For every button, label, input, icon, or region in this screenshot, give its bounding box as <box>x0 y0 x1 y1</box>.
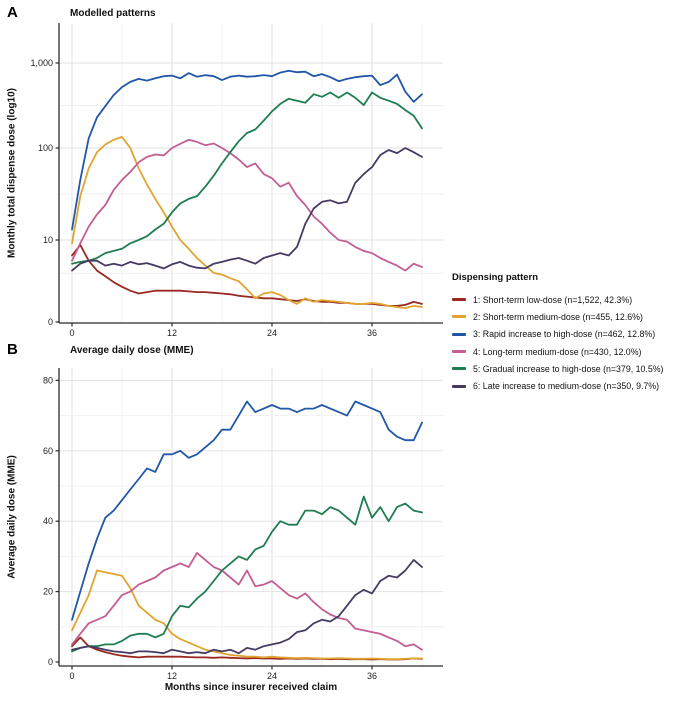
legend-swatch-pattern-3 <box>452 333 466 336</box>
panel-b-y-axis-label: Average daily dose (MME) <box>6 455 18 579</box>
x-tick-label: 36 <box>366 671 377 681</box>
legend-title: Dispensing pattern <box>452 272 539 283</box>
panel-b-line-pattern-4 <box>72 553 422 650</box>
x-tick-label: 0 <box>69 328 75 338</box>
legend-item-5 <box>450 360 698 377</box>
x-axis-label: Months since insurer received claim <box>164 682 338 693</box>
legend-label: 1: Short-term low-dose (n=1,522, 42.3%) <box>473 294 633 305</box>
legend-label: 5: Gradual increase to high-dose (n=379, 10.5%) <box>473 363 664 374</box>
y-tick-label: 40 <box>42 516 53 527</box>
panel-a-plot <box>30 23 443 338</box>
panel-a-y-axis-label: Monthly total dispense dose (log10) <box>6 87 18 259</box>
panel-b-line-pattern-5 <box>72 497 422 652</box>
legend-item-6 <box>450 377 698 394</box>
x-tick-label: 36 <box>366 328 377 338</box>
panel-a-title: Modelled patterns <box>70 8 156 19</box>
legend-label: 6: Late increase to medium-dose (n=350, 9.7%) <box>473 381 660 392</box>
y-tick-label: 60 <box>42 445 53 456</box>
panel-a-letter: A <box>7 4 18 21</box>
x-tick-label: 24 <box>266 671 277 681</box>
legend-item-1 <box>450 291 698 308</box>
panel-a-line-pattern-4 <box>72 140 422 271</box>
legend-item-2 <box>450 308 698 325</box>
y-tick-label: 100 <box>37 143 53 153</box>
legend-label: 3: Rapid increase to high-dose (n=462, 12.8%) <box>473 329 656 340</box>
y-tick-label: 1,000 <box>30 58 53 68</box>
legend-swatch-pattern-4 <box>452 350 466 353</box>
y-tick-label: 0 <box>47 657 53 667</box>
legend-swatch-pattern-5 <box>452 367 466 370</box>
legend-item-3 <box>450 326 698 343</box>
legend-swatch-pattern-2 <box>452 315 466 318</box>
x-tick-label: 12 <box>166 328 178 338</box>
panel-b-plot <box>43 368 443 681</box>
legend-item-4 <box>450 343 698 360</box>
legend <box>450 272 698 395</box>
x-tick-label: 24 <box>266 328 277 338</box>
y-tick-label: 0 <box>47 317 53 327</box>
y-tick-label: 20 <box>42 586 53 597</box>
legend-label: 4: Long-term medium-dose (n=430, 12.0%) <box>473 346 642 357</box>
panel-b-title: Average daily dose (MME) <box>70 345 194 356</box>
legend-swatch-pattern-1 <box>452 298 466 301</box>
panel-a-line-pattern-1 <box>72 245 422 306</box>
legend-swatch-pattern-6 <box>452 385 466 388</box>
panel-b-line-pattern-2 <box>72 571 422 660</box>
legend-label: 2: Short-term medium-dose (n=455, 12.6%) <box>473 311 643 322</box>
y-tick-label: 80 <box>42 375 53 386</box>
panel-b-letter: B <box>7 341 18 358</box>
y-tick-label: 10 <box>42 235 53 245</box>
panel-a-line-pattern-2 <box>72 137 422 308</box>
panel-a-line-pattern-3 <box>72 71 422 230</box>
x-tick-label: 12 <box>166 671 178 681</box>
x-tick-label: 0 <box>69 671 75 681</box>
